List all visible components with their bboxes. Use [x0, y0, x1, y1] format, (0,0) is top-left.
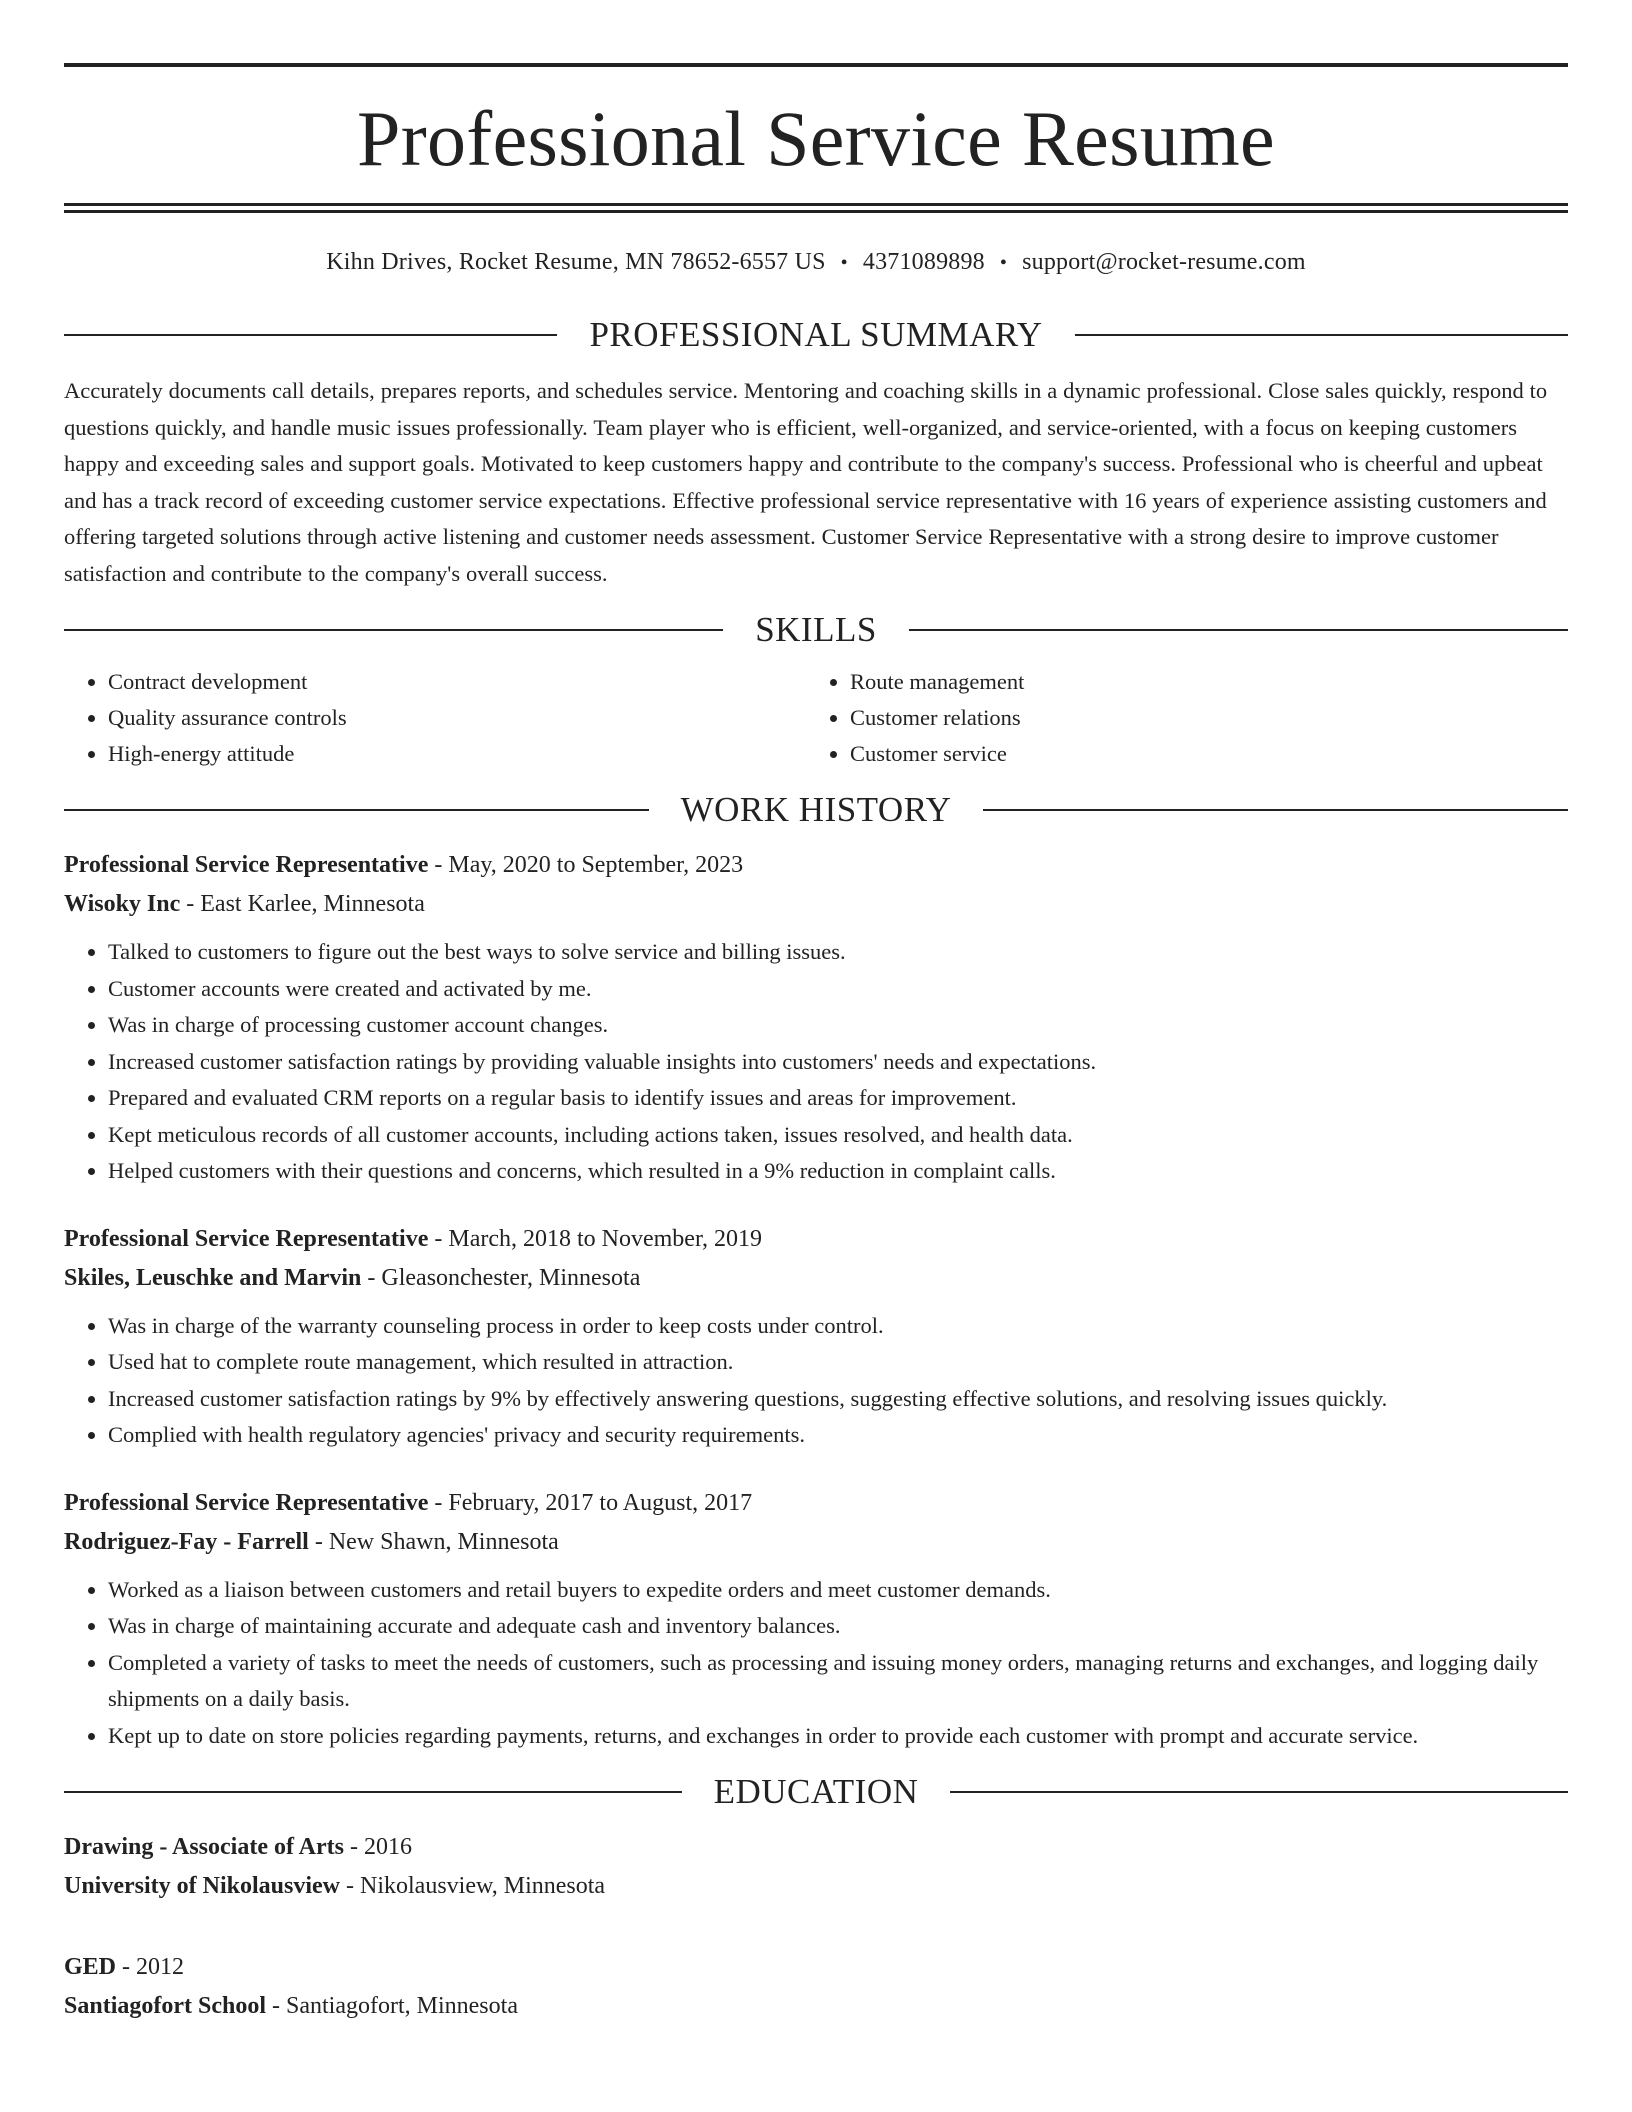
job-bullet: • Worked as a liaison between customers and retail buyers to expedite orders and meet customer demands.: [108, 1572, 1568, 1609]
education-degree: GED: [64, 1954, 117, 1980]
contact-email: support@rocket-resume.com: [1022, 249, 1306, 275]
job-entry: [64, 1484, 1568, 1755]
skills-heading: [64, 604, 1568, 656]
education-degree-line: [64, 1828, 1568, 1867]
job-bullet: • Customer accounts were created and activated by me.: [108, 971, 1568, 1008]
skills-column-right: [806, 664, 1568, 772]
heading-rule-left: [64, 1791, 682, 1793]
skills-column-left: [64, 664, 806, 772]
contact-phone: 4371089898: [862, 249, 985, 275]
job-dates: - March, 2018 to November, 2019: [428, 1225, 762, 1252]
summary-text: Accurately documents call details, prepares reports, and schedules service. Mentoring and coaching skills in a dynamic professional. Close sales quickly, respond to questions quickly, and handle music issues professionally. Team player who is efficient, well-organized, and service-oriented, with a focus on keeping customers happy and exceeding sales and support goals. Motivated to keep customers happy and contribute to the company's success. Professional who is cheerful and upbeat and has a track record of exceeding customer service expectations. Effective professional service representative with 16 years of experience assisting customers and offering targeted solutions through active listening and customer needs assessment. Customer Service Representative with a strong desire to improve customer satisfaction and contribute to the company's overall success.: [64, 378, 1548, 586]
heading-rule-left: [64, 629, 723, 631]
heading-rule-right: [950, 1791, 1568, 1793]
work-heading: [64, 784, 1568, 836]
job-title: Professional Service Representative: [64, 1489, 429, 1516]
job-bullet: • Completed a variety of tasks to meet the needs of customers, such as processing and issuing money orders, managing returns and exchanges, and logging daily shipments on a daily basis.: [108, 1645, 1568, 1718]
heading-rule-right: [909, 629, 1568, 631]
summary-title: PROFESSIONAL SUMMARY: [589, 315, 1043, 354]
job-company: Wisoky Inc: [64, 891, 181, 917]
job-title-line: [64, 1220, 1568, 1259]
education-location: - Santiagofort, Minnesota: [266, 1993, 518, 2019]
heading-rule-left: [64, 334, 557, 336]
heading-rule-left: [64, 809, 649, 811]
education-title: EDUCATION: [713, 1772, 919, 1811]
contact-line: [64, 249, 1568, 289]
skill-item: • Customer service: [850, 736, 1568, 772]
job-dates: - May, 2020 to September, 2023: [428, 852, 744, 878]
education-year: - 2012: [116, 1954, 185, 1980]
job-entry: [64, 1220, 1568, 1454]
education-degree: Drawing - Associate of Arts: [64, 1834, 344, 1860]
job-bullet: • Was in charge of maintaining accurate and adequate cash and inventory balances.: [108, 1608, 1568, 1645]
contact-separator: •: [840, 252, 848, 274]
job-bullet: • Helped customers with their questions and concerns, which resulted in a 9% reduction in complaint calls.: [108, 1153, 1568, 1190]
contact-address: Kihn Drives, Rocket Resume, MN 78652-6557 US: [326, 249, 826, 275]
job-bullets: [64, 934, 1568, 1190]
job-bullet: • Increased customer satisfaction ratings by providing valuable insights into customers' needs and expectations.: [108, 1044, 1568, 1081]
heading-rule-right: [1075, 334, 1568, 336]
job-title-line: [64, 846, 1568, 885]
job-company-line: [64, 1523, 1568, 1562]
job-title: Professional Service Representative: [64, 1225, 429, 1252]
job-bullet: • Kept meticulous records of all customer accounts, including actions taken, issues resolved, and health data.: [108, 1117, 1568, 1154]
education-school-line: [64, 1867, 1568, 1906]
skill-item: • High-energy attitude: [108, 736, 806, 772]
skill-item: • Customer relations: [850, 700, 1568, 736]
education-school: University of Nikolausview: [64, 1873, 340, 1899]
work-title: WORK HISTORY: [680, 790, 952, 829]
top-rule: [64, 63, 1568, 67]
job-company-line: [64, 885, 1568, 924]
heading-rule-right: [983, 809, 1568, 811]
job-bullet: • Was in charge of processing customer account changes.: [108, 1007, 1568, 1044]
education-entry: [64, 1948, 1568, 2026]
skills-title: SKILLS: [755, 610, 877, 649]
education-school-line: [64, 1987, 1568, 2026]
skill-item: • Contract development: [108, 664, 806, 700]
resume-title: Professional Service Resume: [357, 95, 1275, 182]
job-bullets: [64, 1308, 1568, 1454]
education-school: Santiagofort School: [64, 1993, 267, 2019]
summary-heading: [64, 309, 1568, 361]
job-bullet: • Complied with health regulatory agencies' privacy and security requirements.: [108, 1417, 1568, 1454]
education-year: - 2016: [343, 1834, 412, 1860]
job-bullet: • Talked to customers to figure out the best ways to solve service and billing issues.: [108, 934, 1568, 971]
job-location: - New Shawn, Minnesota: [308, 1528, 559, 1555]
job-bullet: • Used hat to complete route management, which resulted in attraction.: [108, 1344, 1568, 1381]
job-bullets: [64, 1572, 1568, 1755]
job-bullet: • Increased customer satisfaction ratings by 9% by effectively answering questions, suggesting effective solutions, and resolving issues quickly.: [108, 1381, 1568, 1418]
skill-item: • Route management: [850, 664, 1568, 700]
job-bullet: • Kept up to date on store policies regarding payments, returns, and exchanges in order to provide each customer with prompt and accurate service.: [108, 1718, 1568, 1755]
job-location: - East Karlee, Minnesota: [180, 891, 425, 917]
job-company-line: [64, 1259, 1568, 1298]
job-entry: [64, 846, 1568, 1190]
job-title-line: [64, 1484, 1568, 1523]
skill-item: • Quality assurance controls: [108, 700, 806, 736]
job-company: Rodriguez-Fay - Farrell: [64, 1528, 309, 1555]
job-company: Skiles, Leuschke and Marvin: [64, 1264, 362, 1291]
skills-list: [64, 664, 1568, 772]
contact-separator: •: [999, 252, 1008, 274]
double-rule: [64, 203, 1568, 213]
education-degree-line: [64, 1948, 1568, 1987]
job-bullet: • Prepared and evaluated CRM reports on a regular basis to identify issues and areas for improvement.: [108, 1080, 1568, 1117]
education-heading: [64, 1766, 1568, 1818]
job-title: Professional Service Representative: [64, 852, 429, 878]
job-location: - Gleasonchester, Minnesota: [361, 1264, 641, 1291]
education-location: - Nikolausview, Minnesota: [340, 1873, 606, 1899]
education-entry: [64, 1828, 1568, 1906]
job-bullet: • Was in charge of the warranty counseling process in order to keep costs under control.: [108, 1308, 1568, 1345]
job-dates: - February, 2017 to August, 2017: [428, 1489, 753, 1516]
